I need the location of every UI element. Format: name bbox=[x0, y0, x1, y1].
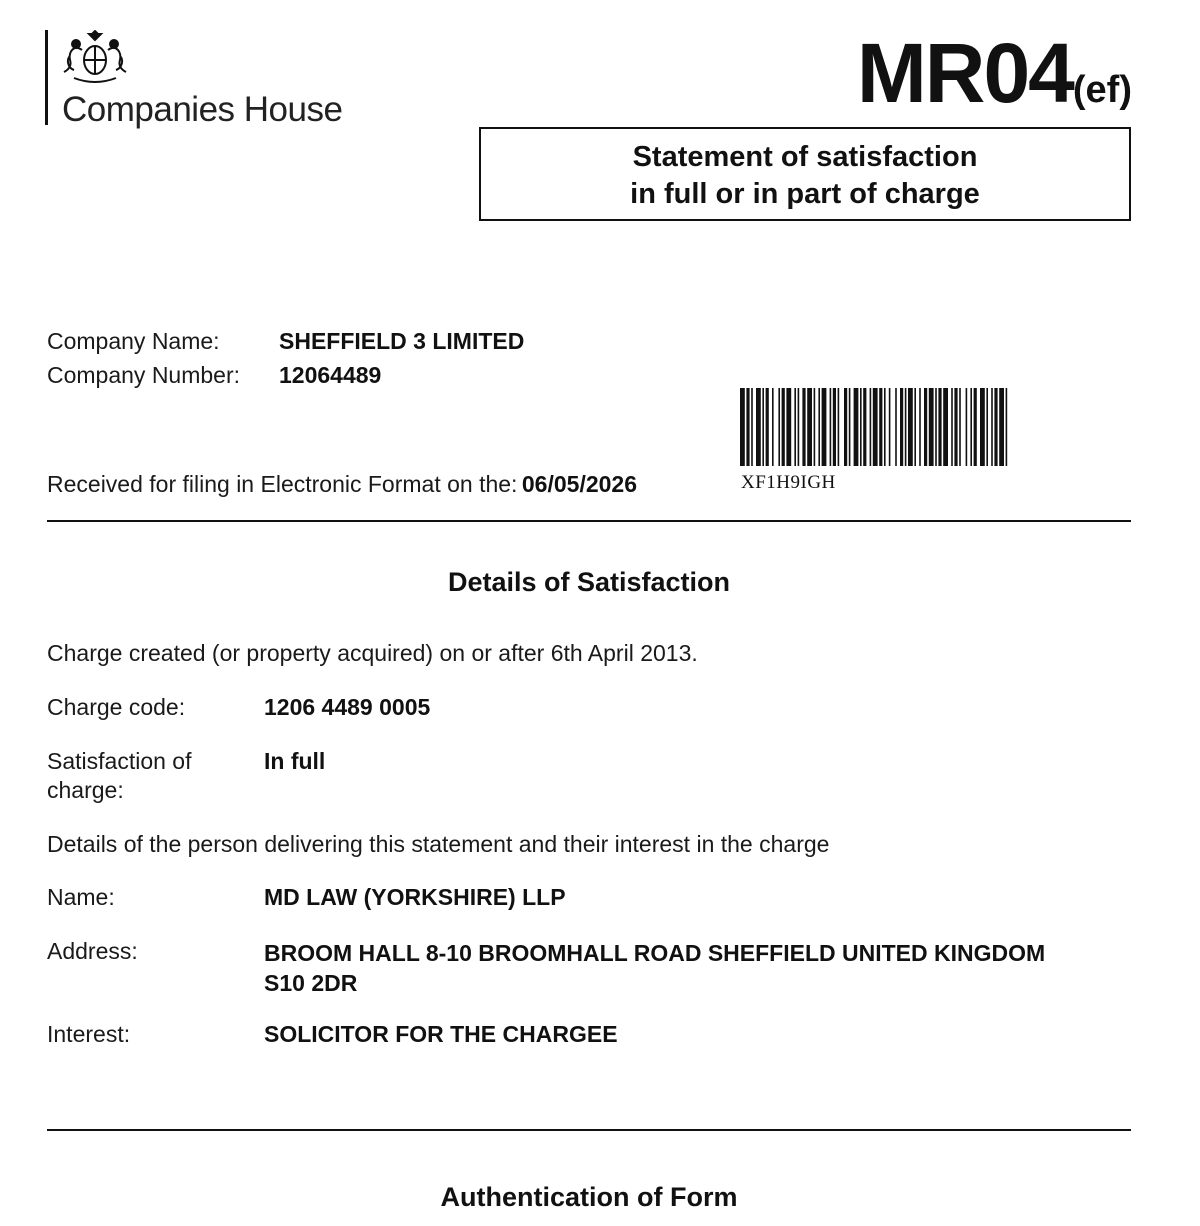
barcode-bar bbox=[838, 388, 840, 466]
barcode-bar bbox=[879, 388, 882, 466]
divider-bottom bbox=[47, 1129, 1131, 1131]
barcode-bar bbox=[999, 388, 1004, 466]
interest-value: SOLICITOR FOR THE CHARGEE bbox=[264, 1021, 618, 1047]
charge-code-label: Charge code: bbox=[47, 694, 186, 720]
company-number-value: 12064489 bbox=[279, 362, 382, 388]
barcode-bar bbox=[786, 388, 791, 466]
person-name-value: MD LAW (YORKSHIRE) LLP bbox=[264, 884, 566, 910]
address-label: Address: bbox=[47, 938, 138, 964]
company-name-label: Company Name: bbox=[47, 328, 220, 354]
charge-code-value: 1206 4489 0005 bbox=[264, 694, 431, 720]
barcode-bar bbox=[870, 388, 872, 466]
barcode-bar bbox=[974, 388, 977, 466]
barcode-bar bbox=[798, 388, 800, 466]
barcode-bar bbox=[986, 388, 988, 466]
barcode-bar bbox=[751, 388, 753, 466]
received-line bbox=[47, 471, 637, 498]
barcode-bar bbox=[844, 388, 847, 466]
address-line1: BROOM HALL 8-10 BROOMHALL ROAD SHEFFIELD UNITED KINGDOM bbox=[264, 940, 1046, 966]
barcode-bar bbox=[895, 388, 897, 466]
company-name-value: SHEFFIELD 3 LIMITED bbox=[279, 328, 525, 354]
barcode-bar bbox=[994, 388, 997, 466]
barcode-bar bbox=[938, 388, 941, 466]
barcode-bar bbox=[935, 388, 937, 466]
received-date: 06/05/2026 bbox=[521, 471, 638, 497]
barcode-bar bbox=[807, 388, 812, 466]
royal-crest-icon bbox=[60, 30, 130, 86]
barcode-bar bbox=[860, 388, 862, 466]
barcode-bar bbox=[756, 388, 761, 466]
barcode-bar bbox=[900, 388, 903, 466]
barcode-bar bbox=[833, 388, 836, 466]
barcode-bar bbox=[814, 388, 816, 466]
barcode-text: XF1H9IGH bbox=[741, 472, 836, 493]
barcode-bar bbox=[873, 388, 878, 466]
barcode-bar bbox=[959, 388, 961, 466]
barcode-bar bbox=[951, 388, 953, 466]
barcode-bar bbox=[772, 388, 774, 466]
barcode-bar bbox=[966, 388, 968, 466]
barcode-bar bbox=[908, 388, 913, 466]
received-label: Received for filing in Electronic Format on the: bbox=[47, 471, 518, 497]
interest-label: Interest: bbox=[47, 1021, 131, 1047]
barcode-bar bbox=[854, 388, 859, 466]
barcode-bar bbox=[762, 388, 764, 466]
barcode-bar bbox=[746, 388, 749, 466]
barcode-bar bbox=[740, 388, 745, 466]
satisfaction-label-line1: Satisfaction of bbox=[47, 748, 192, 774]
barcode-bar bbox=[924, 388, 927, 466]
barcode-bar bbox=[818, 388, 820, 466]
details-section-title: Details of Satisfaction bbox=[447, 567, 731, 597]
barcode-bar bbox=[802, 388, 805, 466]
barcode-bar bbox=[919, 388, 921, 466]
address-line2: S10 2DR bbox=[264, 970, 358, 996]
barcode-bar bbox=[889, 388, 891, 466]
form-title-line2: in full or in part of charge bbox=[630, 178, 980, 210]
barcode-bar bbox=[905, 388, 907, 466]
satisfaction-label bbox=[47, 747, 191, 805]
logo-divider bbox=[45, 30, 48, 125]
charge-intro: Charge created (or property acquired) on or after 6th April 2013. bbox=[47, 640, 698, 666]
form-title-box bbox=[479, 127, 1131, 221]
person-name-label: Name: bbox=[47, 884, 115, 910]
barcode-bar bbox=[849, 388, 851, 466]
brand-name: Companies House bbox=[62, 90, 343, 129]
barcode-bar bbox=[863, 388, 866, 466]
form-code bbox=[857, 28, 1132, 135]
person-intro: Details of the person delivering this statement and their interest in the charge bbox=[47, 831, 830, 857]
barcode-bar bbox=[778, 388, 780, 466]
satisfaction-value: In full bbox=[264, 748, 326, 774]
barcode-bar bbox=[830, 388, 832, 466]
barcode-bar bbox=[914, 388, 916, 466]
form-code-main: MR04 bbox=[856, 26, 1073, 120]
form-title-line1: Statement of satisfaction bbox=[632, 141, 978, 173]
barcode-bar bbox=[991, 388, 993, 466]
barcode-bar bbox=[954, 388, 957, 466]
barcode-bar bbox=[822, 388, 827, 466]
barcode-bar bbox=[766, 388, 769, 466]
company-number-label: Company Number: bbox=[47, 362, 241, 388]
divider-top bbox=[47, 520, 1131, 522]
barcode-image bbox=[740, 388, 1121, 466]
barcode-bar bbox=[1006, 388, 1008, 466]
form-code-suffix: (ef) bbox=[1072, 69, 1132, 111]
authentication-section-title: Authentication of Form bbox=[440, 1182, 738, 1212]
barcode-bar bbox=[943, 388, 948, 466]
barcode-bar bbox=[782, 388, 785, 466]
address-value bbox=[264, 938, 1045, 998]
barcode-bar bbox=[929, 388, 934, 466]
satisfaction-label-line2: charge: bbox=[47, 777, 124, 803]
barcode-bar bbox=[980, 388, 985, 466]
barcode-bar bbox=[970, 388, 972, 466]
barcode-bar bbox=[794, 388, 796, 466]
barcode-bar bbox=[884, 388, 886, 466]
